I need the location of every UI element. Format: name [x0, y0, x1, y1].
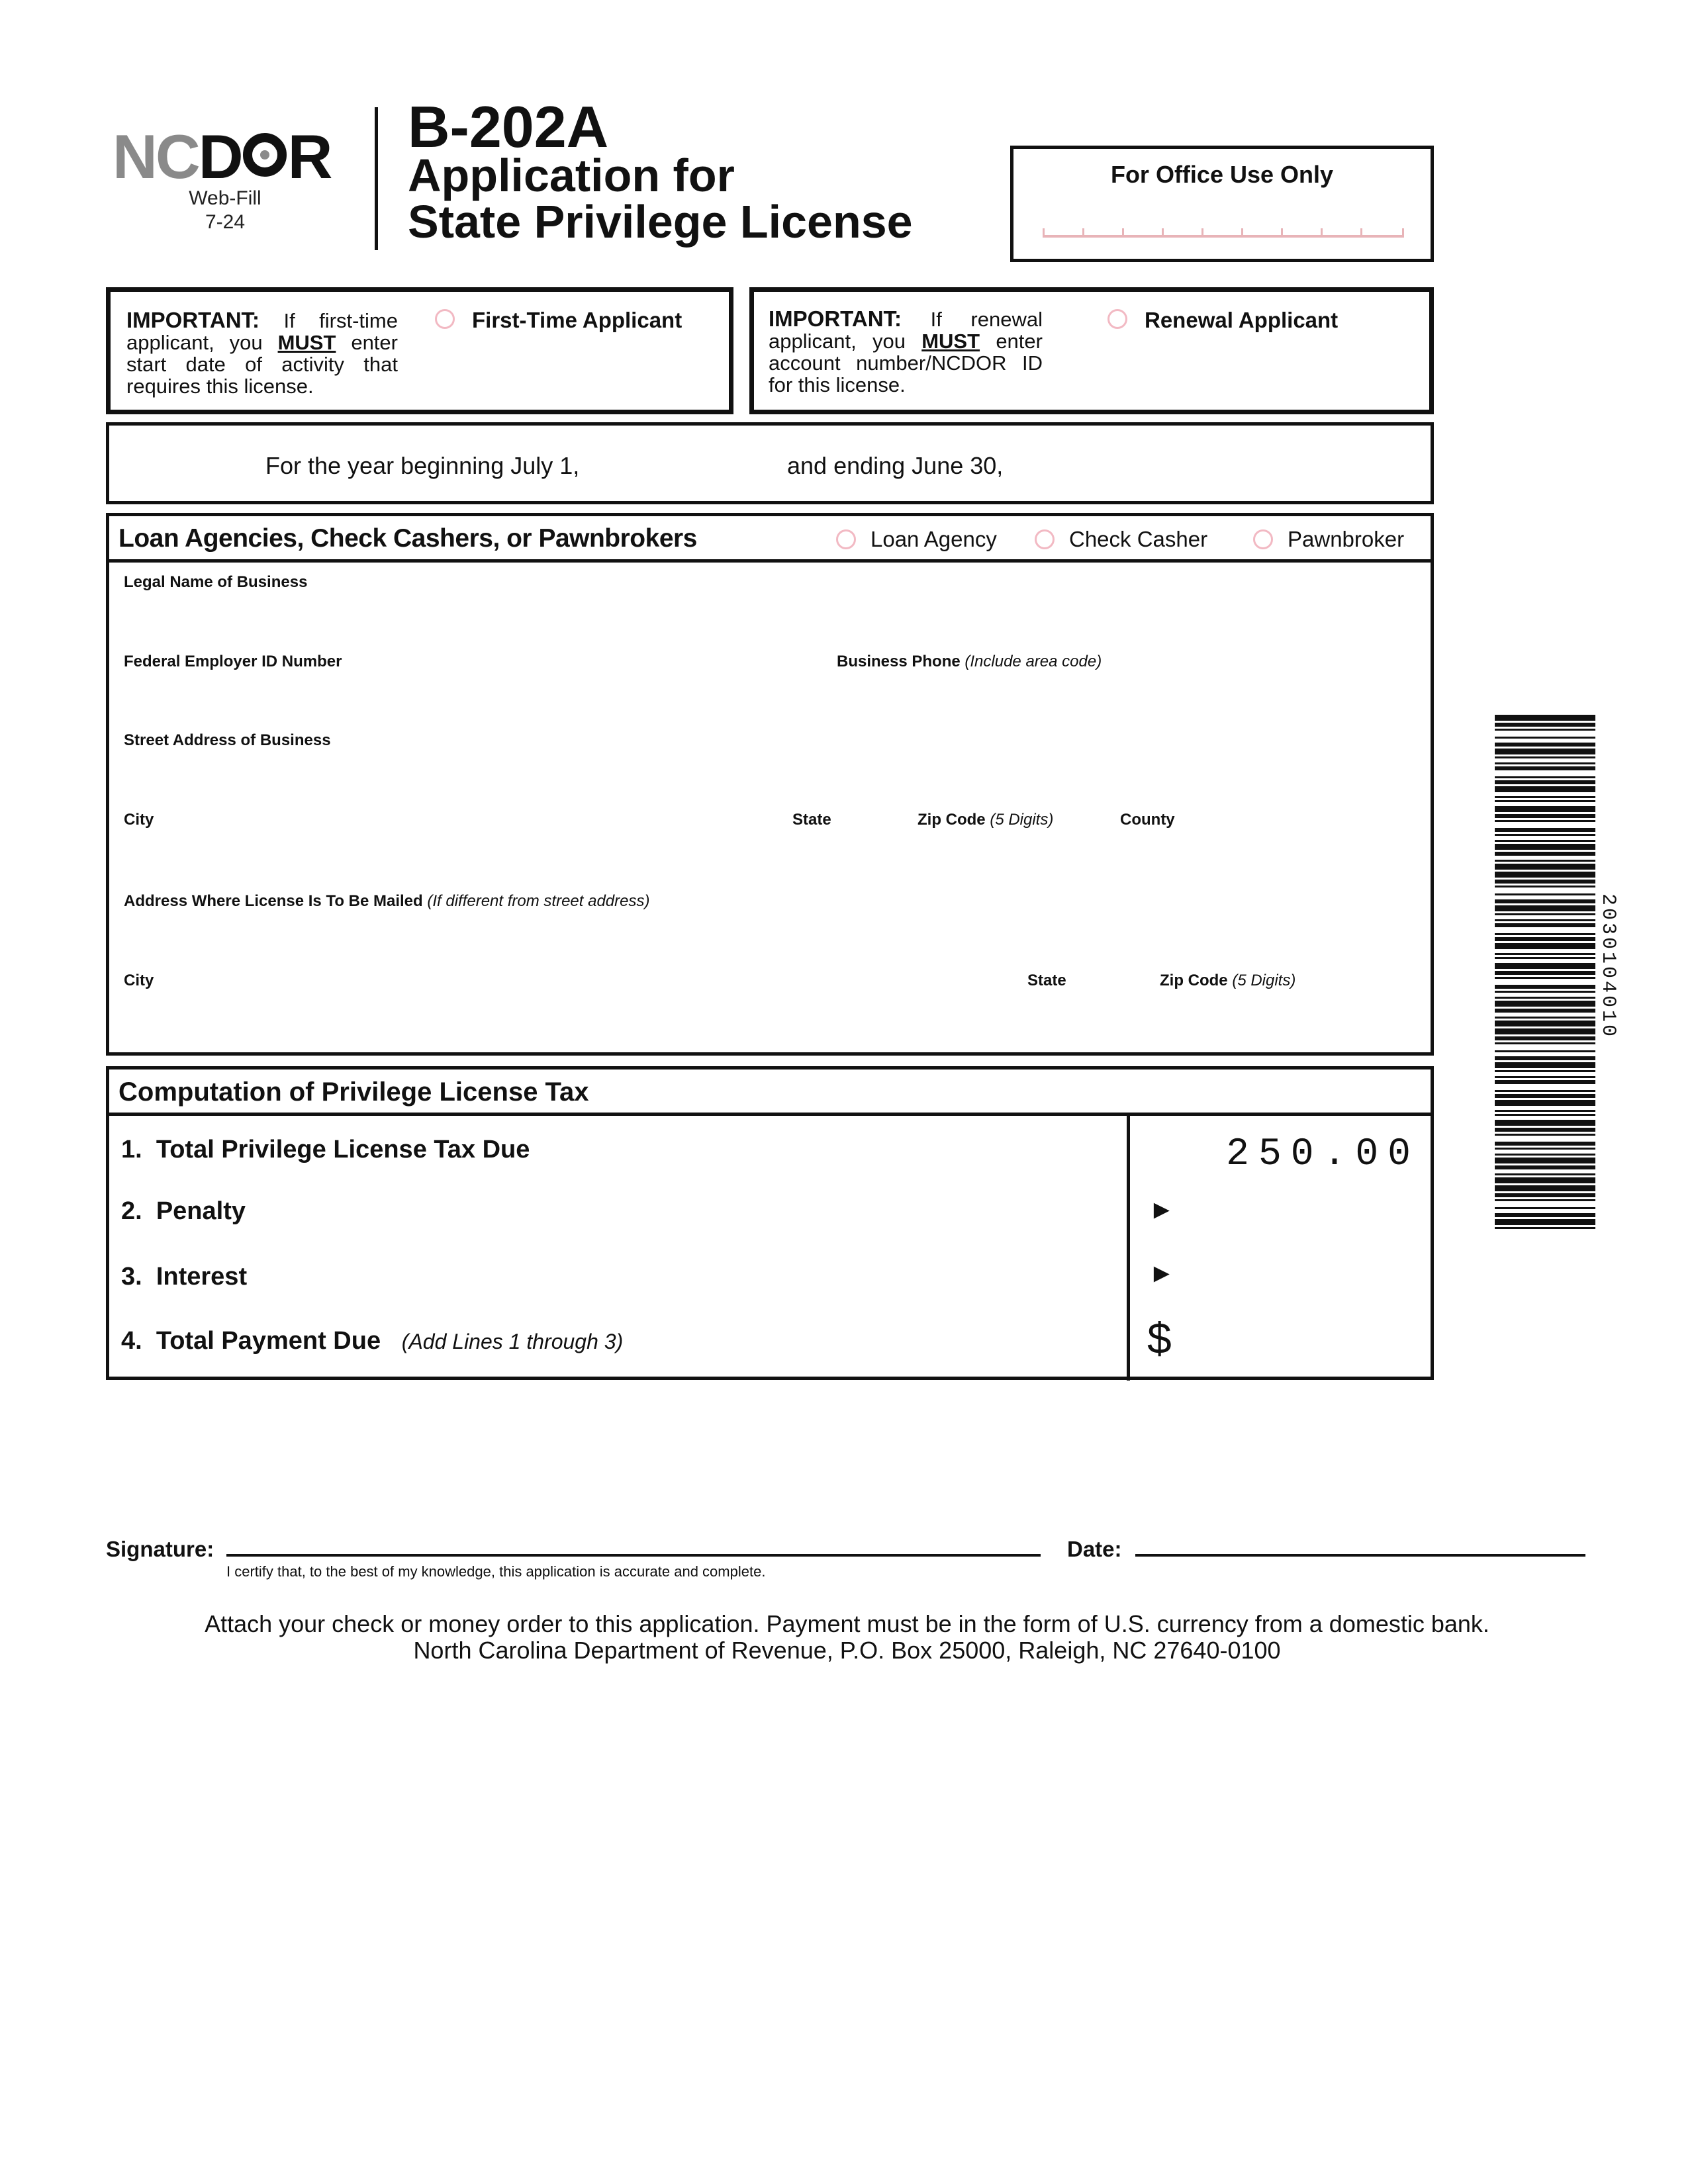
business-phone-label: Business Phone (Include area code) — [837, 653, 1102, 670]
street-address-input[interactable] — [124, 751, 1415, 791]
certify-statement: I certify that, to the best of my knowledge, this application is accurate and complete. — [226, 1563, 766, 1580]
first-time-important-text: IMPORTANT: If first-time applicant, you MUST enter start date of activity that requires this license. — [126, 308, 398, 398]
payment-instructions — [0, 1611, 1694, 1664]
form-version: 7-24 — [205, 211, 246, 233]
signature-line[interactable] — [226, 1554, 1041, 1557]
zip-input[interactable] — [918, 831, 1096, 870]
mail-address-input[interactable] — [124, 912, 1415, 952]
line-4-amount[interactable] — [1195, 1316, 1420, 1362]
state-label: State — [792, 811, 831, 829]
renewal-applicant-radio[interactable] — [1107, 309, 1127, 329]
city-label: City — [124, 811, 154, 829]
mailing-address: North Carolina Department of Revenue, P.O. Box 25000, Raleigh, NC 27640-0100 — [413, 1637, 1281, 1664]
form-title-line2: State Privilege License — [408, 196, 913, 248]
renewal-applicant-label: Renewal Applicant — [1145, 308, 1339, 332]
mail-address-label: Address Where License Is To Be Mailed (If different from street address) — [124, 892, 650, 910]
city-input[interactable] — [124, 831, 759, 870]
form-number: B-202A — [408, 94, 609, 159]
header-divider — [375, 107, 378, 250]
tax-year-box — [106, 422, 1434, 504]
legal-name-input[interactable] — [124, 593, 1415, 633]
state-input[interactable] — [792, 831, 878, 870]
computation-title: Computation of Privilege License Tax — [118, 1077, 589, 1107]
logo-o-mark — [243, 133, 287, 177]
computation-section — [106, 1066, 1434, 1380]
business-phone-input[interactable] — [837, 672, 1406, 712]
year-ending-label: and ending June 30, — [787, 452, 1004, 479]
form-title-line1: Application for — [408, 150, 735, 201]
date-label: Date: — [1067, 1537, 1122, 1561]
web-fill-label: Web-Fill — [189, 187, 261, 209]
line-3-label: 3. Interest — [121, 1263, 248, 1291]
legal-name-label: Legal Name of Business — [124, 573, 308, 591]
attach-instruction: Attach your check or money order to this application. Payment must be in the form of U.S. currency from a domestic bank. — [205, 1610, 1489, 1637]
mail-state-input[interactable] — [1027, 991, 1120, 1031]
check-casher-label: Check Casher — [1069, 527, 1208, 551]
renewal-applicant-box — [749, 287, 1434, 414]
business-section-title: Loan Agencies, Check Cashers, or Pawnbrokers — [118, 524, 697, 553]
line-2-amount[interactable] — [1195, 1189, 1420, 1235]
line-3-arrow-icon: ► — [1149, 1259, 1175, 1288]
business-section-header — [109, 516, 1431, 563]
mail-state-label: State — [1027, 972, 1066, 989]
year-beginning-label: For the year beginning July 1, — [265, 452, 580, 479]
barcode-image — [1495, 715, 1595, 1231]
office-use-label: For Office Use Only — [1110, 161, 1334, 188]
line-3-amount[interactable] — [1195, 1252, 1420, 1298]
date-line[interactable] — [1135, 1554, 1585, 1557]
mail-city-input[interactable] — [124, 991, 998, 1031]
zip-label: Zip Code (5 Digits) — [918, 811, 1054, 829]
county-input[interactable] — [1120, 831, 1411, 870]
amount-column-divider — [1127, 1113, 1130, 1381]
year-ending-input[interactable] — [1016, 443, 1387, 482]
street-address-label: Street Address of Business — [124, 731, 331, 749]
pawnbroker-label: Pawnbroker — [1288, 527, 1405, 551]
first-time-applicant-radio[interactable] — [435, 309, 455, 329]
line-4-dollar-icon: $ — [1147, 1314, 1172, 1363]
line-4-label: 4. Total Payment Due (Add Lines 1 through 3) — [121, 1327, 624, 1355]
first-time-applicant-box — [106, 287, 733, 414]
web-fill-version — [179, 187, 271, 234]
mail-zip-label: Zip Code (5 Digits) — [1160, 972, 1296, 989]
line-2-label: 2. Penalty — [121, 1197, 246, 1225]
first-time-applicant-label: First-Time Applicant — [472, 308, 682, 332]
barcode-number: 2030104010 — [1597, 893, 1619, 1040]
computation-header — [109, 1069, 1431, 1116]
line-1-amount[interactable]: 250.00 — [1226, 1133, 1420, 1176]
line-1-label: 1. Total Privilege License Tax Due — [121, 1136, 530, 1163]
office-use-box — [1010, 146, 1434, 262]
fein-label: Federal Employer ID Number — [124, 653, 342, 670]
loan-agency-label: Loan Agency — [871, 527, 997, 551]
signature-label: Signature: — [106, 1537, 214, 1561]
office-use-ruler — [1043, 235, 1404, 238]
line-2-arrow-icon: ► — [1149, 1195, 1175, 1224]
pawnbroker-radio[interactable] — [1253, 529, 1273, 549]
ncdor-logo: NCD R — [113, 122, 331, 191]
check-casher-radio[interactable] — [1035, 529, 1055, 549]
business-info-section — [106, 513, 1434, 1056]
mail-city-label: City — [124, 972, 154, 989]
renewal-important-text: IMPORTANT: If renewal applicant, you MUST enter account number/NCDOR ID for this license. — [769, 306, 1043, 396]
fein-input[interactable] — [124, 672, 786, 712]
loan-agency-radio[interactable] — [836, 529, 856, 549]
mail-zip-input[interactable] — [1160, 991, 1411, 1031]
county-label: County — [1120, 811, 1175, 829]
